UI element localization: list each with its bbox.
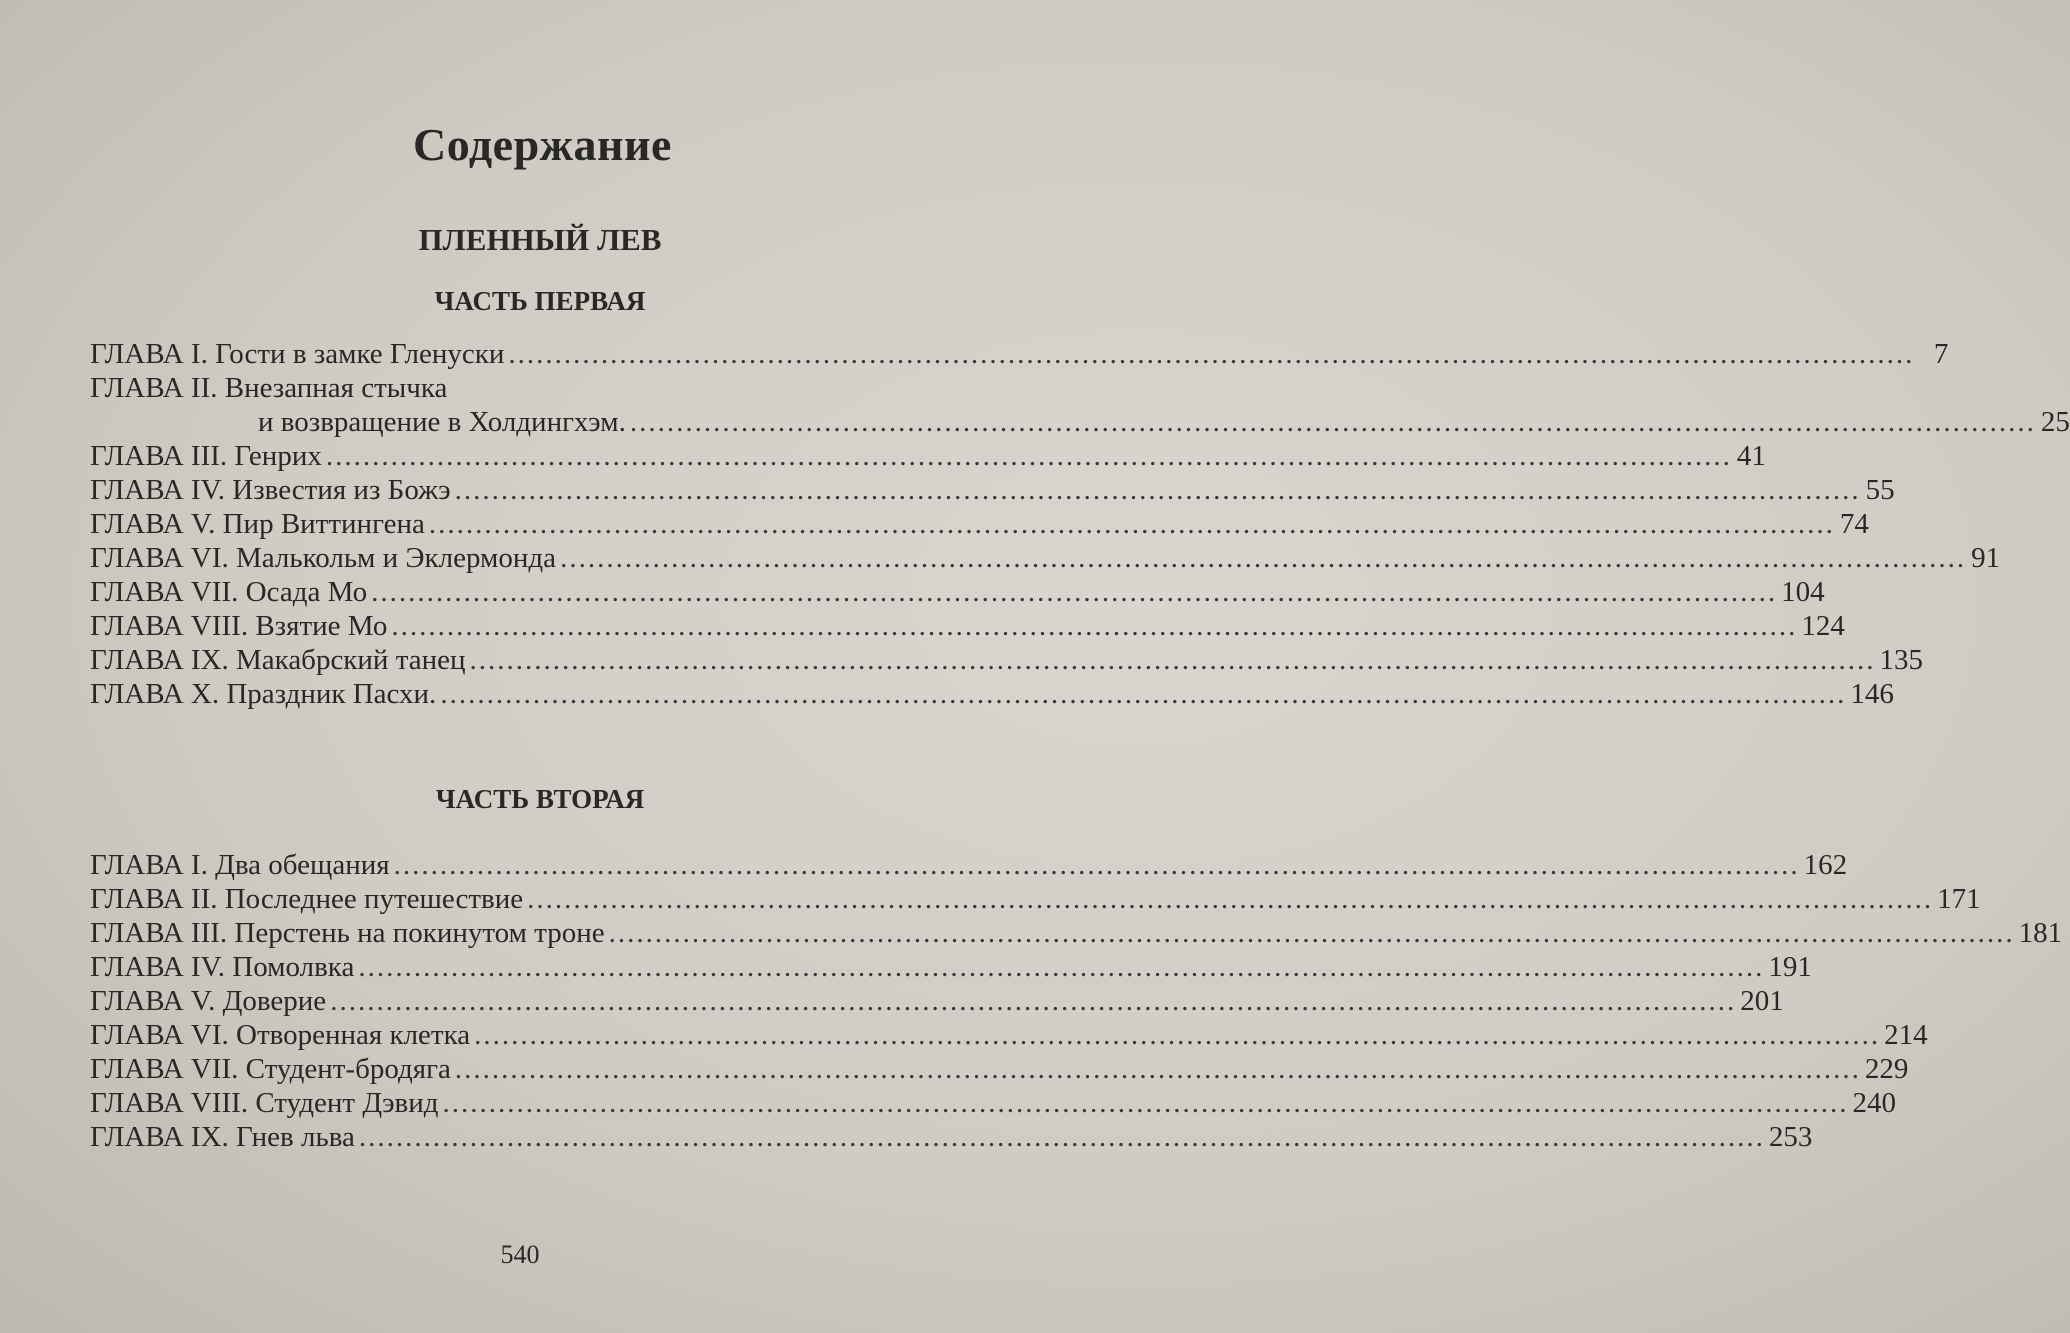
chapter-title: ГЛАВА IV. Известия из Божэ: [90, 474, 451, 506]
dot-leader: [470, 643, 1876, 677]
page-number: 540: [500, 1240, 540, 1269]
chapter-title: ГЛАВА I. Гости в замке Гленуски: [90, 338, 505, 370]
chapter-page: 74: [1839, 508, 1869, 540]
chapter-page: 201: [1740, 985, 1784, 1017]
page-title: Содержание: [413, 119, 672, 170]
chapter-title: ГЛАВА IV. Помолвка: [90, 951, 355, 983]
dot-leader: [443, 1086, 1849, 1120]
chapter-title: ГЛАВА VI. Малькольм и Эклермонда: [90, 542, 557, 574]
chapter-title: ГЛАВА VI. Отворенная клетка: [90, 1019, 471, 1051]
chapter-title: ГЛАВА II. Внезапная стычка: [90, 372, 448, 404]
toc-entry: [90, 1052, 1909, 1086]
chapter-page: 253: [1768, 1121, 1813, 1153]
chapter-title: ГЛАВА III. Генрих: [90, 440, 322, 472]
chapter-page: 214: [1884, 1019, 1928, 1051]
dot-leader: [560, 541, 1966, 575]
chapter-page: 162: [1803, 849, 1848, 881]
toc-entry: [90, 677, 1894, 711]
chapter-title: ГЛАВА I. Два обещания: [90, 849, 390, 881]
dot-leader: [394, 848, 1800, 882]
dot-leader: [371, 575, 1777, 609]
toc-entry: [90, 507, 1869, 541]
toc-entry: [90, 1120, 1813, 1154]
part-two-chapter-list: [90, 848, 2063, 1154]
toc-entry: [90, 575, 1825, 609]
toc-entry: [90, 1086, 1897, 1120]
dot-leader: [455, 1052, 1861, 1086]
dot-leader: [326, 439, 1732, 473]
dot-leader: [358, 950, 1764, 984]
toc-entry: [90, 371, 2070, 439]
chapter-title: ГЛАВА VII. Осада Мо: [90, 576, 368, 608]
chapter-page: 146: [1850, 678, 1894, 710]
chapter-title: ГЛАВА VIII. Студент Дэвид: [90, 1087, 439, 1119]
chapter-title: ГЛАВА III. Перстень на покинутом троне: [90, 917, 605, 949]
dot-leader: [429, 507, 1835, 541]
dot-leader: [630, 405, 2036, 439]
toc-entry: [90, 984, 1784, 1018]
toc-entry: [90, 882, 1981, 916]
dot-leader: [474, 1018, 1880, 1052]
dot-leader: [391, 609, 1797, 643]
dot-leader: [508, 337, 1914, 371]
chapter-title: ГЛАВА VII. Студент-бродяга: [90, 1053, 451, 1085]
chapter-page: 104: [1781, 576, 1825, 608]
chapter-page: 91: [1971, 542, 2001, 574]
chapter-title: ГЛАВА II. Последнее путешествие: [90, 883, 524, 915]
toc-entry: [90, 439, 1766, 473]
chapter-page: 124: [1801, 610, 1845, 642]
book-title: ПЛЕННЫЙ ЛЕВ: [418, 222, 662, 257]
dot-leader: [330, 984, 1736, 1018]
chapter-page: 135: [1879, 644, 1923, 676]
dot-leader: [440, 677, 1846, 711]
chapter-page: 55: [1865, 474, 1895, 506]
chapter-title: ГЛАВА VIII. Взятие Мо: [90, 610, 388, 642]
chapter-title: ГЛАВА IX. Макабрский танец: [90, 644, 466, 676]
chapter-title: ГЛАВА V. Пир Виттингена: [90, 508, 425, 540]
toc-entry: [90, 337, 1949, 371]
chapter-page: 7: [1933, 338, 1949, 370]
toc-entry: [90, 541, 2001, 575]
toc-entry: [90, 643, 1923, 677]
chapter-page: 171: [1937, 883, 1981, 915]
toc-entry: [90, 950, 1812, 984]
part-one-title: ЧАСТЬ ПЕРВАЯ: [434, 286, 646, 316]
dot-leader: [609, 916, 2015, 950]
chapter-title: ГЛАВА V. Доверие: [90, 985, 327, 1017]
toc-entry: [90, 609, 1845, 643]
chapter-title: ГЛАВА X. Праздник Пасхи.: [90, 678, 437, 710]
chapter-page: 191: [1768, 951, 1812, 983]
toc-entry: [90, 1018, 1928, 1052]
dot-leader: [455, 473, 1861, 507]
part-one-chapter-list: [90, 337, 2070, 711]
chapter-page: 41: [1736, 440, 1766, 472]
chapter-title-continuation: и возвращение в Холдингхэм.: [258, 406, 626, 438]
chapter-page: 229: [1864, 1053, 1909, 1085]
chapter-page: 240: [1852, 1087, 1897, 1119]
toc-entry: [90, 848, 1848, 882]
chapter-title: ГЛАВА IX. Гнев льва: [90, 1121, 355, 1153]
toc-entry: [90, 473, 1895, 507]
toc-entry: [90, 916, 2063, 950]
chapter-page: 181: [2018, 917, 2063, 949]
part-two-title: ЧАСТЬ ВТОРАЯ: [435, 784, 645, 814]
dot-leader: [527, 882, 1933, 916]
dot-leader: [359, 1120, 1765, 1154]
chapter-page: 25: [2040, 406, 2070, 438]
